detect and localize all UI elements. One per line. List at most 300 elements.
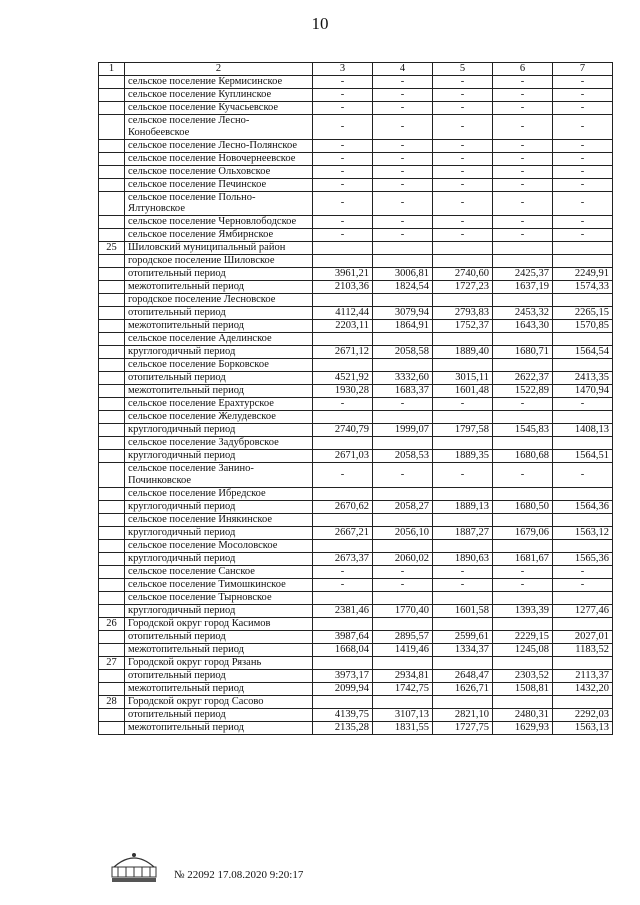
row-name-cell: сельское поселение Санское (125, 565, 313, 578)
value-cell: - (553, 178, 613, 191)
row-name-cell: Шиловский муниципальный район (125, 242, 313, 255)
row-name-cell: сельское поселение Занино-Починковское (125, 463, 313, 488)
value-cell (313, 411, 373, 424)
table-row (99, 346, 613, 359)
value-cell: 1637,19 (493, 281, 553, 294)
value-cell (553, 591, 613, 604)
value-cell (493, 333, 553, 346)
value-cell (373, 411, 433, 424)
value-cell (553, 294, 613, 307)
value-cell: - (313, 89, 373, 102)
value-cell (313, 242, 373, 255)
value-cell: - (433, 463, 493, 488)
value-cell: 2453,32 (493, 307, 553, 320)
value-cell: 2599,61 (433, 630, 493, 643)
row-name-cell: сельское поселение Тимошкинское (125, 578, 313, 591)
value-cell (553, 411, 613, 424)
value-cell (553, 359, 613, 372)
value-cell: - (433, 578, 493, 591)
row-number-cell (99, 721, 125, 734)
document-stamp-icon (104, 845, 164, 885)
table-row (99, 372, 613, 385)
header-cell: 5 (433, 63, 493, 76)
row-number-cell (99, 385, 125, 398)
value-cell: - (373, 178, 433, 191)
value-cell (493, 255, 553, 268)
value-cell: 1831,55 (373, 721, 433, 734)
row-name-cell: сельское поселение Ибредское (125, 487, 313, 500)
row-name-cell: сельское поселение Борковское (125, 359, 313, 372)
value-cell (313, 695, 373, 708)
row-name-cell: сельское поселение Мосоловское (125, 539, 313, 552)
value-cell (433, 242, 493, 255)
row-number-cell (99, 513, 125, 526)
value-cell (373, 617, 433, 630)
value-cell (553, 242, 613, 255)
value-cell: - (493, 89, 553, 102)
value-cell: 1680,68 (493, 450, 553, 463)
row-name-cell: сельское поселение Аделинское (125, 333, 313, 346)
value-cell (433, 487, 493, 500)
row-number-cell (99, 539, 125, 552)
value-cell: 1564,51 (553, 450, 613, 463)
value-cell (493, 591, 553, 604)
row-name-cell: сельское поселение Кучасьевское (125, 102, 313, 115)
value-cell (433, 513, 493, 526)
table-row (99, 307, 613, 320)
value-cell: - (373, 89, 433, 102)
value-cell (373, 656, 433, 669)
value-cell: 2056,10 (373, 526, 433, 539)
row-number-cell: 28 (99, 695, 125, 708)
table-body (99, 76, 613, 735)
row-number-cell (99, 463, 125, 488)
value-cell (433, 411, 493, 424)
table-row (99, 500, 613, 513)
value-cell (493, 242, 553, 255)
value-cell: 2292,03 (553, 708, 613, 721)
row-name-cell: сельское поселение Ольховское (125, 165, 313, 178)
value-cell: - (553, 565, 613, 578)
value-cell: - (373, 102, 433, 115)
table-row (99, 216, 613, 229)
value-cell (313, 333, 373, 346)
value-cell (493, 411, 553, 424)
table-row (99, 255, 613, 268)
row-number-cell (99, 294, 125, 307)
value-cell: 1680,71 (493, 346, 553, 359)
row-name-cell: сельское поселение Новочернеевское (125, 152, 313, 165)
table-row (99, 643, 613, 656)
value-cell: 3961,21 (313, 268, 373, 281)
value-cell: 1626,71 (433, 682, 493, 695)
value-cell: 4139,75 (313, 708, 373, 721)
value-cell (553, 617, 613, 630)
row-name-cell: отопительный период (125, 307, 313, 320)
table-row (99, 294, 613, 307)
value-cell: 2740,60 (433, 268, 493, 281)
table-row (99, 89, 613, 102)
value-cell: 1752,37 (433, 320, 493, 333)
value-cell: - (373, 565, 433, 578)
value-cell: - (493, 216, 553, 229)
value-cell: - (313, 216, 373, 229)
value-cell (373, 359, 433, 372)
header-cell: 6 (493, 63, 553, 76)
value-cell: 1890,63 (433, 552, 493, 565)
table-row (99, 191, 613, 216)
value-cell: 1727,75 (433, 721, 493, 734)
value-cell: - (493, 565, 553, 578)
value-cell: 1563,13 (553, 721, 613, 734)
value-cell (553, 656, 613, 669)
value-cell: 3015,11 (433, 372, 493, 385)
value-cell: - (433, 76, 493, 89)
row-number-cell (99, 526, 125, 539)
value-cell: - (553, 139, 613, 152)
value-cell (313, 437, 373, 450)
table-row (99, 398, 613, 411)
table-row (99, 152, 613, 165)
value-cell (373, 255, 433, 268)
header-cell: 3 (313, 63, 373, 76)
row-name-cell: круглогодичный период (125, 526, 313, 539)
value-cell: - (433, 191, 493, 216)
value-cell (433, 255, 493, 268)
value-cell: 2229,15 (493, 630, 553, 643)
table-header-row (99, 63, 613, 76)
row-number-cell (99, 487, 125, 500)
value-cell (433, 437, 493, 450)
table-row (99, 165, 613, 178)
value-cell (493, 539, 553, 552)
value-cell (493, 695, 553, 708)
row-name-cell: отопительный период (125, 372, 313, 385)
table-row (99, 281, 613, 294)
value-cell: - (313, 115, 373, 140)
value-cell: - (373, 191, 433, 216)
value-cell: 1681,67 (493, 552, 553, 565)
value-cell (313, 359, 373, 372)
row-name-cell: круглогодичный период (125, 346, 313, 359)
row-name-cell: круглогодичный период (125, 500, 313, 513)
value-cell: 1864,91 (373, 320, 433, 333)
value-cell (313, 294, 373, 307)
value-cell: 1680,50 (493, 500, 553, 513)
row-name-cell: круглогодичный период (125, 552, 313, 565)
row-number-cell (99, 89, 125, 102)
row-name-cell: сельское поселение Куплинское (125, 89, 313, 102)
value-cell (433, 359, 493, 372)
value-cell (553, 255, 613, 268)
value-cell: - (493, 152, 553, 165)
value-cell: 2895,57 (373, 630, 433, 643)
value-cell: 2113,37 (553, 669, 613, 682)
value-cell: 2673,37 (313, 552, 373, 565)
value-cell (313, 539, 373, 552)
value-cell: 2303,52 (493, 669, 553, 682)
row-name-cell: Городской округ город Касимов (125, 617, 313, 630)
value-cell: 1393,39 (493, 604, 553, 617)
row-number-cell (99, 191, 125, 216)
footer (104, 845, 404, 885)
table-row (99, 268, 613, 281)
value-cell: - (433, 152, 493, 165)
table-row (99, 242, 613, 255)
table-row (99, 565, 613, 578)
value-cell: 2203,11 (313, 320, 373, 333)
value-cell (373, 513, 433, 526)
value-cell: 3079,94 (373, 307, 433, 320)
row-name-cell: круглогодичный период (125, 450, 313, 463)
row-number-cell (99, 359, 125, 372)
value-cell: - (553, 578, 613, 591)
value-cell (553, 333, 613, 346)
table-row (99, 656, 613, 669)
value-cell: - (433, 115, 493, 140)
value-cell: - (553, 191, 613, 216)
row-number-cell (99, 424, 125, 437)
row-name-cell: Городской округ город Сасово (125, 695, 313, 708)
row-name-cell: круглогодичный период (125, 604, 313, 617)
table-row (99, 178, 613, 191)
value-cell (493, 437, 553, 450)
value-cell (433, 617, 493, 630)
value-cell: 1183,52 (553, 643, 613, 656)
value-cell: - (553, 398, 613, 411)
value-cell: - (493, 115, 553, 140)
value-cell: 1334,37 (433, 643, 493, 656)
table-row (99, 385, 613, 398)
header-cell: 4 (373, 63, 433, 76)
row-name-cell: межотопительный период (125, 320, 313, 333)
value-cell: 1277,46 (553, 604, 613, 617)
value-cell: 3332,60 (373, 372, 433, 385)
row-name-cell: сельское поселение Ерахтурское (125, 398, 313, 411)
value-cell: - (313, 165, 373, 178)
value-cell (553, 513, 613, 526)
value-cell: 1545,83 (493, 424, 553, 437)
row-name-cell: отопительный период (125, 630, 313, 643)
value-cell (493, 513, 553, 526)
row-number-cell (99, 398, 125, 411)
row-number-cell (99, 307, 125, 320)
value-cell (493, 294, 553, 307)
row-number-cell (99, 76, 125, 89)
row-number-cell (99, 268, 125, 281)
header-cell: 2 (125, 63, 313, 76)
table-row (99, 229, 613, 242)
row-number-cell (99, 229, 125, 242)
value-cell: 3006,81 (373, 268, 433, 281)
table-row (99, 552, 613, 565)
value-cell: 1470,94 (553, 385, 613, 398)
value-cell: - (313, 139, 373, 152)
value-cell (553, 487, 613, 500)
value-cell: 1629,93 (493, 721, 553, 734)
value-cell (313, 255, 373, 268)
value-cell: - (373, 139, 433, 152)
row-number-cell (99, 216, 125, 229)
row-name-cell: межотопительный период (125, 643, 313, 656)
row-number-cell (99, 552, 125, 565)
value-cell (493, 656, 553, 669)
row-number-cell (99, 281, 125, 294)
table-row (99, 630, 613, 643)
value-cell: - (433, 565, 493, 578)
table-row (99, 411, 613, 424)
value-cell: 2821,10 (433, 708, 493, 721)
value-cell: 2058,58 (373, 346, 433, 359)
value-cell (373, 294, 433, 307)
row-number-cell (99, 115, 125, 140)
value-cell: - (553, 229, 613, 242)
value-cell (373, 487, 433, 500)
value-cell (373, 437, 433, 450)
value-cell (313, 656, 373, 669)
value-cell (433, 695, 493, 708)
row-number-cell (99, 152, 125, 165)
table-row (99, 139, 613, 152)
table-row (99, 669, 613, 682)
value-cell: 1797,58 (433, 424, 493, 437)
value-cell: 4112,44 (313, 307, 373, 320)
table-row (99, 617, 613, 630)
value-cell: - (553, 216, 613, 229)
value-cell: 2135,28 (313, 721, 373, 734)
value-cell: - (433, 89, 493, 102)
value-cell: - (493, 76, 553, 89)
value-cell: 1601,58 (433, 604, 493, 617)
row-number-cell (99, 437, 125, 450)
value-cell: - (373, 76, 433, 89)
value-cell (433, 333, 493, 346)
row-name-cell: межотопительный период (125, 385, 313, 398)
value-cell: - (553, 115, 613, 140)
value-cell (373, 539, 433, 552)
value-cell: - (313, 152, 373, 165)
table-row (99, 437, 613, 450)
value-cell: 2099,94 (313, 682, 373, 695)
value-cell: 1999,07 (373, 424, 433, 437)
value-cell: - (373, 152, 433, 165)
value-cell: 2671,03 (313, 450, 373, 463)
row-name-cell: сельское поселение Тырновское (125, 591, 313, 604)
value-cell: 1522,89 (493, 385, 553, 398)
value-cell: - (493, 139, 553, 152)
value-cell: - (553, 463, 613, 488)
value-cell (433, 591, 493, 604)
table-row (99, 115, 613, 140)
value-cell: 2740,79 (313, 424, 373, 437)
value-cell: 2934,81 (373, 669, 433, 682)
value-cell: - (553, 102, 613, 115)
value-cell: - (433, 139, 493, 152)
row-number-cell (99, 500, 125, 513)
table-row (99, 487, 613, 500)
row-name-cell: сельское поселение Задубровское (125, 437, 313, 450)
value-cell (313, 513, 373, 526)
value-cell (433, 294, 493, 307)
value-cell: - (553, 76, 613, 89)
value-cell: 2058,27 (373, 500, 433, 513)
value-cell: 1563,12 (553, 526, 613, 539)
value-cell: - (373, 229, 433, 242)
table-row (99, 708, 613, 721)
value-cell: - (433, 102, 493, 115)
value-cell: 1889,13 (433, 500, 493, 513)
row-number-cell (99, 372, 125, 385)
row-name-cell: сельское поселение Кермисинское (125, 76, 313, 89)
value-cell: - (493, 463, 553, 488)
document-id: № 22092 17.08.2020 9:20:17 (174, 869, 304, 881)
row-name-cell: круглогодичный период (125, 424, 313, 437)
row-number-cell (99, 591, 125, 604)
row-number-cell (99, 643, 125, 656)
value-cell: 2793,83 (433, 307, 493, 320)
row-number-cell (99, 346, 125, 359)
value-cell (553, 539, 613, 552)
value-cell: - (493, 191, 553, 216)
value-cell: 3973,17 (313, 669, 373, 682)
tariff-table (98, 62, 613, 735)
value-cell: - (313, 398, 373, 411)
row-name-cell: городское поселение Шиловское (125, 255, 313, 268)
row-number-cell (99, 450, 125, 463)
row-number-cell (99, 333, 125, 346)
value-cell: 2249,91 (553, 268, 613, 281)
value-cell: - (313, 463, 373, 488)
value-cell: 1668,04 (313, 643, 373, 656)
table-row (99, 102, 613, 115)
row-name-cell: сельское поселение Инякинское (125, 513, 313, 526)
table-row (99, 320, 613, 333)
value-cell (373, 695, 433, 708)
value-cell: 1770,40 (373, 604, 433, 617)
row-name-cell: сельское поселение Ямбирнское (125, 229, 313, 242)
row-number-cell (99, 255, 125, 268)
row-name-cell: сельское поселение Печинское (125, 178, 313, 191)
value-cell: - (373, 216, 433, 229)
value-cell: 1601,48 (433, 385, 493, 398)
value-cell (493, 359, 553, 372)
value-cell: 1930,28 (313, 385, 373, 398)
value-cell: 2060,02 (373, 552, 433, 565)
table-row (99, 526, 613, 539)
value-cell: 2027,01 (553, 630, 613, 643)
header-cell: 7 (553, 63, 613, 76)
row-number-cell (99, 411, 125, 424)
value-cell: 3987,64 (313, 630, 373, 643)
table-row (99, 513, 613, 526)
value-cell: - (553, 165, 613, 178)
table-row (99, 695, 613, 708)
value-cell: - (493, 165, 553, 178)
row-number-cell: 25 (99, 242, 125, 255)
value-cell: - (433, 165, 493, 178)
value-cell: - (433, 178, 493, 191)
row-number-cell: 27 (99, 656, 125, 669)
value-cell: 2103,36 (313, 281, 373, 294)
table-row (99, 682, 613, 695)
row-number-cell (99, 102, 125, 115)
table-row (99, 450, 613, 463)
table-row (99, 604, 613, 617)
value-cell: 1570,85 (553, 320, 613, 333)
value-cell: - (493, 398, 553, 411)
value-cell: 1727,23 (433, 281, 493, 294)
row-number-cell (99, 320, 125, 333)
